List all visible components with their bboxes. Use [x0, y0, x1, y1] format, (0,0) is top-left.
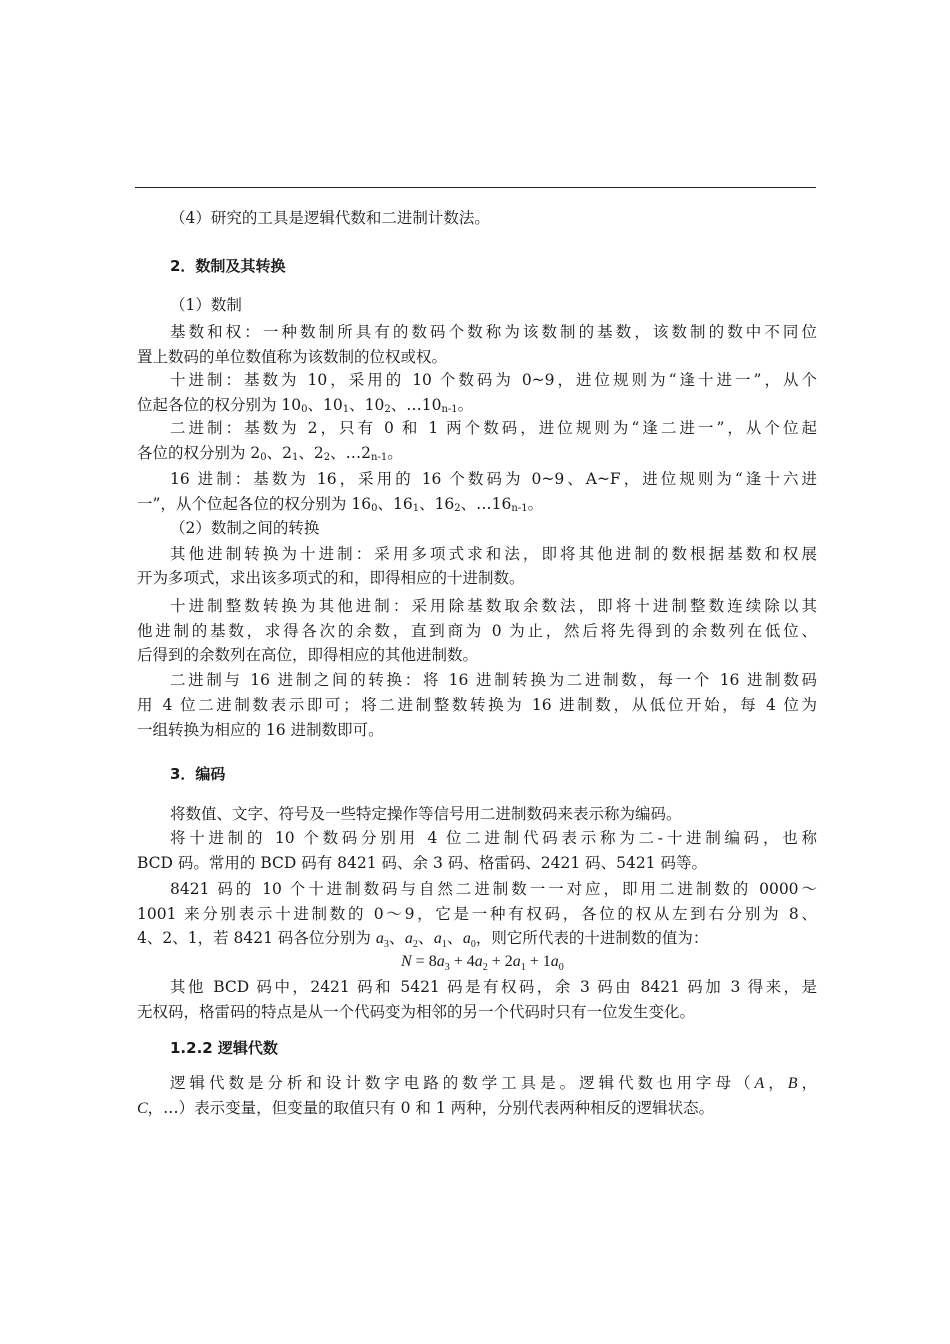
paragraph-line: 一组转换为相应的 16 进制数即可。: [137, 721, 384, 739]
paragraph-line: 一”，从个位起各位的权分别为 $16_0$、$16_1$、$16_2$、$\dots 16_{n-1}$。: [137, 495, 544, 514]
paragraph-line: 十进制整数转换为其他进制：采用除基数取余数法，即将十进制整数连续除以其: [170, 597, 817, 615]
paragraph-line: 将十进制的 10 个数码分别用 4 位二进制代码表示称为二-十进制编码，也称: [170, 829, 817, 847]
paragraph-line: 16 进制：基数为 16，采用的 16 个数码为 0~9、A~F，进位规则为“逢十六进: [170, 470, 817, 488]
section-heading: 3．编码: [170, 765, 226, 783]
paragraph-line: （2）数制之间的转换: [170, 519, 320, 537]
paragraph-line: 十进制：基数为 10，采用的 10 个数码为 0~9，进位规则为“逢十进一”，从个: [170, 371, 817, 389]
paragraph-line: 8421 码的 10 个十进制数码与自然二进制数一一对应，即用二进制数的 0000～: [170, 880, 817, 898]
paragraph-line: 其他进制转换为十进制：采用多项式求和法，即将其他进制的数根据基数和权展: [170, 545, 817, 563]
paragraph-line: 逻辑代数是分析和设计数字电路的数学工具是。逻辑代数也用字母（A，B，: [170, 1074, 817, 1092]
header-rule: [135, 187, 816, 188]
paragraph-line: BCD 码。常用的 BCD 码有 8421 码、余 3 码、格雷码、2421 码、5421 码等。: [137, 854, 707, 872]
paragraph-line: 他进制的基数，求得各次的余数，直到商为 0 为止，然后将先得到的余数列在低位、: [137, 622, 817, 640]
paragraph-line: （1）数制: [170, 296, 242, 314]
paragraph-line: 各位的权分别为 $2_0$、$2_1$、$2_2$、$\dots 2_{n-1}$。: [137, 444, 403, 463]
paragraph-line: 无权码，格雷码的特点是从一个代码变为相邻的另一个代码时只有一位发生变化。: [137, 1003, 696, 1021]
paragraph-line: 二进制：基数为 2，只有 0 和 1 两个数码，进位规则为“逢二进一”，从个位起: [170, 419, 817, 437]
paragraph-line: 基数和权：一种数制所具有的数码个数称为该数制的基数，该数制的数中不同位: [170, 323, 817, 341]
paragraph-line: （4）研究的工具是逻辑代数和二进制计数法。: [170, 209, 490, 227]
paragraph-line: 用 4 位二进制数表示即可；将二进制整数转换为 16 进制数，从低位开始，每 4 位为: [137, 696, 817, 714]
section-heading: 2．数制及其转换: [170, 257, 286, 275]
paragraph-line: 位起各位的权分别为 $10_0$、$10_1$、$10_2$、$\dots 10_{n-1}$。: [137, 396, 474, 415]
paragraph-line: 后得到的余数列在高位，即得相应的其他进制数。: [137, 646, 479, 664]
subsection-heading: 1.2.2 逻辑代数: [170, 1039, 278, 1057]
variable-list: $a_3$、$a_2$、$a_1$、$a_0$: [375, 930, 476, 951]
paragraph-line: 开为多项式，求出该多项式的和，即得相应的十进制数。: [137, 569, 525, 587]
paragraph-line: 将数值、文字、符号及一些特定操作等信号用二进制数码来表示称为编码。: [170, 805, 682, 823]
formula: $N = 8a_3 + 4a_2 + 2a_1 + 1a_0$: [401, 953, 564, 974]
paragraph-line: 1001 来分别表示十进制数的 0～9，它是一种有权码，各位的权从左到右分别为 8、: [137, 905, 817, 923]
paragraph-line: 其他 BCD 码中，2421 码和 5421 码是有权码，余 3 码由 8421 码加 3 得来，是: [170, 978, 817, 996]
paragraph-line: C，…）表示变量，但变量的取值只有 0 和 1 两种，分别代表两种相反的逻辑状态。: [137, 1099, 715, 1117]
paragraph-line: 4、2、1，若 8421 码各位分别为 $a_3$、$a_2$、$a_1$、$a_0$，则它所代表的十进制数的值为：: [137, 929, 709, 951]
paragraph-line: 二进制与 16 进制之间的转换：将 16 进制转换为二进制数，每一个 16 进制数码: [170, 671, 817, 689]
paragraph-line: 置上数码的单位数值称为该数制的位权或权。: [137, 348, 448, 366]
